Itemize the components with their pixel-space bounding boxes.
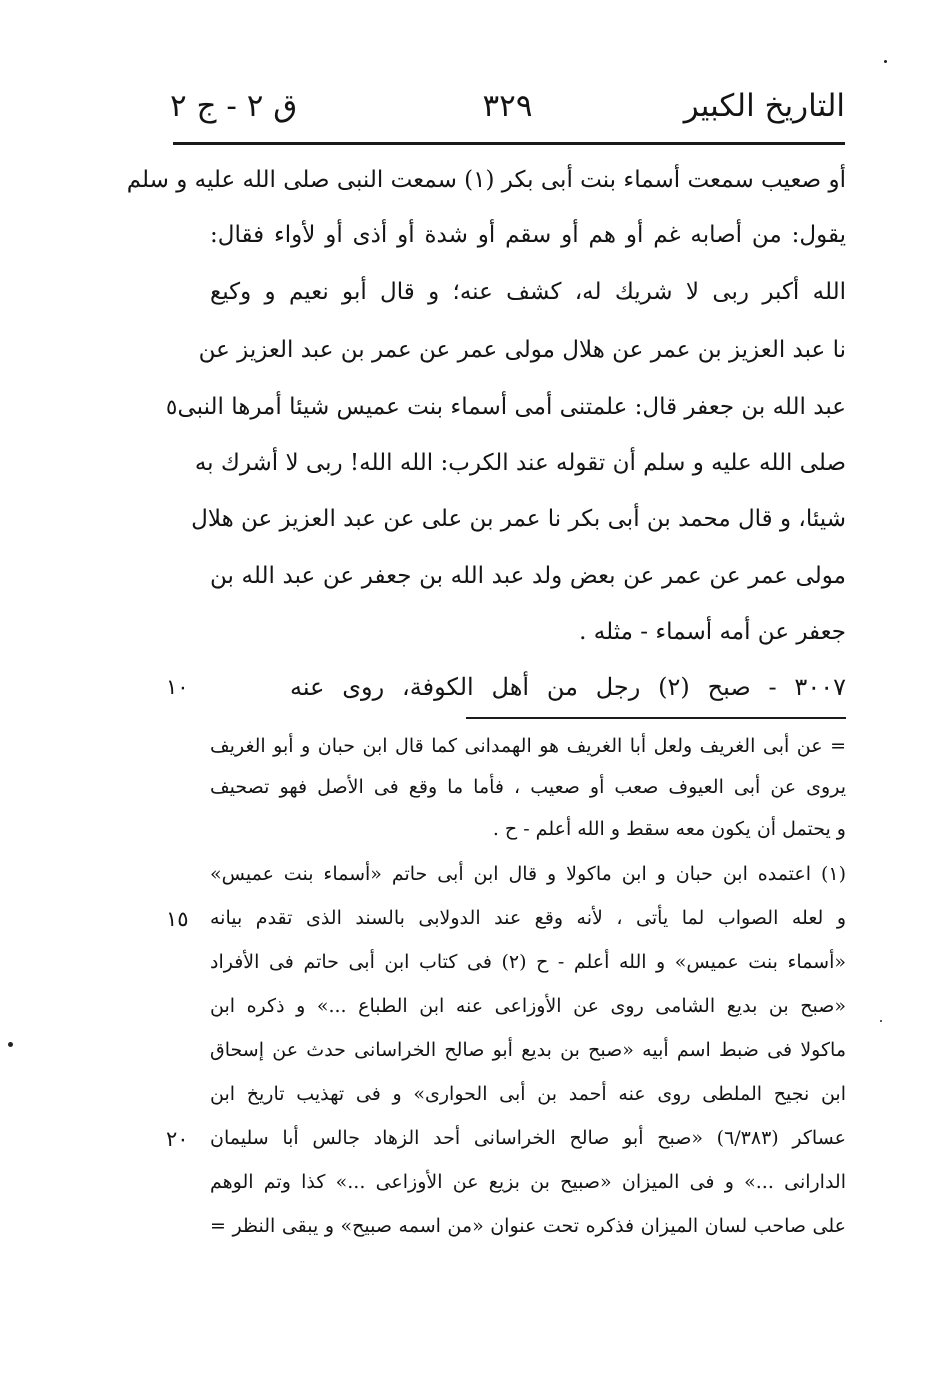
footnote-line: و يحتمل أن يكون معه سقط و الله أعلم - ح . xyxy=(492,818,846,840)
scan-speck xyxy=(8,1042,13,1047)
main-text-line: مولى عمر عن عمر عن بعض ولد عبد الله بن جعفر عن عبد الله بن xyxy=(210,563,846,589)
main-text-line: صلى الله عليه و سلم أن تقوله عند الكرب: الله الله! ربى لا أشرك به xyxy=(194,450,846,476)
footnote-line: ماكولا فى ضبط اسم أبيه «صبح بن بديع أبو صالح الخراسانى حدث عن إسحاق xyxy=(210,1039,846,1061)
entry-heading: ٣٠٠٧ - صبح (٢) رجل من أهل الكوفة، روى عنه xyxy=(290,673,846,701)
footnote-line: على صاحب لسان الميزان فذكره تحت عنوان «من اسمه صبيح» و يبقى النظر = xyxy=(210,1215,846,1237)
footnote-rule xyxy=(466,717,846,719)
main-text-line: أو صعيب سمعت أسماء بنت أبى بكر (١) سمعت النبى صلى الله عليه و سلم xyxy=(126,167,846,193)
line-number-10: ١٠ xyxy=(166,675,189,699)
footnote-line: عساكر (٦/٣٨٣) «صبح أبو صالح الخراسانى أحد الزهاد جالس أبا سليمان xyxy=(210,1127,847,1149)
main-text-line: شيئا، و قال محمد بن أبى بكر نا عمر بن على عن عبد العزيز عن هلال xyxy=(191,506,846,532)
footnote-line: «أسماء بنت عميس» و الله أعلم - ح (٢) فى كتاب ابن أبى حاتم فى الأفراد xyxy=(210,951,846,973)
main-text-line: عبد الله بن جعفر قال: علمتنى أمى أسماء بنت عميس شيئا أمرها النبى xyxy=(177,394,846,420)
footnote-line: = عن أبى الغريف ولعل أبا الغريف هو الهمدانى كما قال ابن حبان و أبو الغريف xyxy=(210,735,846,757)
footnote-line: (١) اعتمده ابن حبان و ابن ماكولا و قال ابن أبى حاتم «أسماء بنت عميس» xyxy=(210,863,846,885)
line-number-5: ٥ xyxy=(166,395,178,419)
footnote-line: الدارانى ...» و فى الميزان «صبيح بن بزيع عن الأوزاعى ...» كذا وتم الوهم xyxy=(210,1171,846,1193)
section-code: ق ٢ - ج ٢ xyxy=(170,88,298,124)
main-text-line: نا عبد العزيز بن عمر عن هلال مولى عمر عن عمر بن عبد العزيز عن xyxy=(198,337,846,363)
main-text-line: الله أكبر ربى لا شريك له، كشف عنه؛ و قال أبو نعيم و وكيع xyxy=(210,279,846,305)
scan-speck xyxy=(884,60,887,63)
footnote-line: «صبح بن بديع الشامى روى عن الأوزاعى عنه ابن الطباع ...» و ذكره ابن xyxy=(210,995,846,1017)
main-text-line: جعفر عن أمه أسماء - مثله . xyxy=(579,619,846,645)
page-header xyxy=(170,86,845,136)
header-rule xyxy=(173,142,845,145)
scan-speck xyxy=(880,1020,882,1022)
footnote-line: و لعله الصواب لما يأتى ، لأنه وقع عند الدولابى بالسند الذى تقدم بيانه xyxy=(210,907,846,929)
main-text-line: يقول: من أصابه غم أو هم أو سقم أو شدة أو أذى أو لأواء فقال: xyxy=(210,222,846,248)
footnote-line: يروى عن أبى العيوف صعب أو صعيب ، فأما ما وقع فى الأصل فهو تصحيف xyxy=(210,776,846,798)
line-number-15: ١٥ xyxy=(166,907,189,931)
running-title: التاريخ الكبير xyxy=(683,88,845,124)
line-number-20: ٢٠ xyxy=(166,1127,189,1151)
footnote-line: ابن نجيح الملطى روى عنه أحمد بن أبى الحوارى» و فى تهذيب تاريخ ابن xyxy=(210,1083,846,1105)
page-number: ٣٢٩ xyxy=(482,88,533,124)
